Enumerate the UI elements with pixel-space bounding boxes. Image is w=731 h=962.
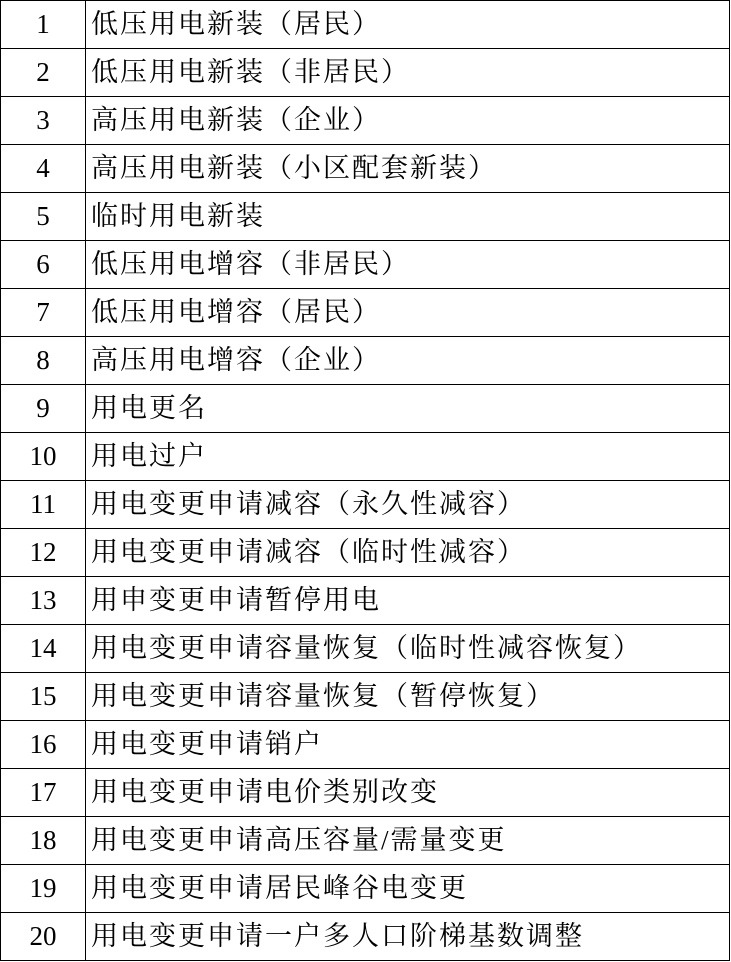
service-name: 用电变更申请容量恢复（暂停恢复）: [86, 673, 730, 721]
table-row: [1, 817, 730, 865]
service-name: 高压用电新装（小区配套新装）: [86, 145, 730, 193]
row-number: 18: [1, 817, 86, 865]
row-number: 15: [1, 673, 86, 721]
table-row: [1, 769, 730, 817]
table-row: [1, 385, 730, 433]
table-row: [1, 1, 730, 49]
service-name: 低压用电增容（非居民）: [86, 241, 730, 289]
table-row: [1, 481, 730, 529]
row-number: 9: [1, 385, 86, 433]
service-name: 低压用电增容（居民）: [86, 289, 730, 337]
service-name: 用电变更申请销户: [86, 721, 730, 769]
row-number: 11: [1, 481, 86, 529]
row-number: 7: [1, 289, 86, 337]
row-number: 17: [1, 769, 86, 817]
table-row: [1, 289, 730, 337]
service-name: 用申变更申请暂停用电: [86, 577, 730, 625]
table-row: [1, 865, 730, 913]
table-body: [1, 1, 730, 961]
table-row: [1, 145, 730, 193]
service-name: 用电更名: [86, 385, 730, 433]
row-number: 8: [1, 337, 86, 385]
service-name: 用电过户: [86, 433, 730, 481]
row-number: 10: [1, 433, 86, 481]
table-row: [1, 433, 730, 481]
table-row: [1, 625, 730, 673]
row-number: 2: [1, 49, 86, 97]
row-number: 20: [1, 913, 86, 961]
row-number: 3: [1, 97, 86, 145]
row-number: 12: [1, 529, 86, 577]
table-row: [1, 337, 730, 385]
row-number: 6: [1, 241, 86, 289]
table-row: [1, 913, 730, 961]
service-name: 用电变更申请居民峰谷电变更: [86, 865, 730, 913]
service-name: 用电变更申请容量恢复（临时性减容恢复）: [86, 625, 730, 673]
service-name: 用电变更申请一户多人口阶梯基数调整: [86, 913, 730, 961]
table-row: [1, 97, 730, 145]
row-number: 13: [1, 577, 86, 625]
table-row: [1, 577, 730, 625]
service-name: 用电变更申请减容（临时性减容）: [86, 529, 730, 577]
table-row: [1, 49, 730, 97]
service-name: 用电变更申请高压容量/需量变更: [86, 817, 730, 865]
table-row: [1, 529, 730, 577]
row-number: 5: [1, 193, 86, 241]
service-name: 低压用电新装（非居民）: [86, 49, 730, 97]
row-number: 14: [1, 625, 86, 673]
service-name: 高压用电新装（企业）: [86, 97, 730, 145]
table-row: [1, 193, 730, 241]
table-row: [1, 721, 730, 769]
service-name: 用电变更申请电价类别改变: [86, 769, 730, 817]
service-name: 高压用电增容（企业）: [86, 337, 730, 385]
service-name: 临时用电新装: [86, 193, 730, 241]
row-number: 19: [1, 865, 86, 913]
row-number: 4: [1, 145, 86, 193]
table-row: [1, 241, 730, 289]
row-number: 1: [1, 1, 86, 49]
service-name: 用电变更申请减容（永久性减容）: [86, 481, 730, 529]
row-number: 16: [1, 721, 86, 769]
table-row: [1, 673, 730, 721]
service-name: 低压用电新装（居民）: [86, 1, 730, 49]
